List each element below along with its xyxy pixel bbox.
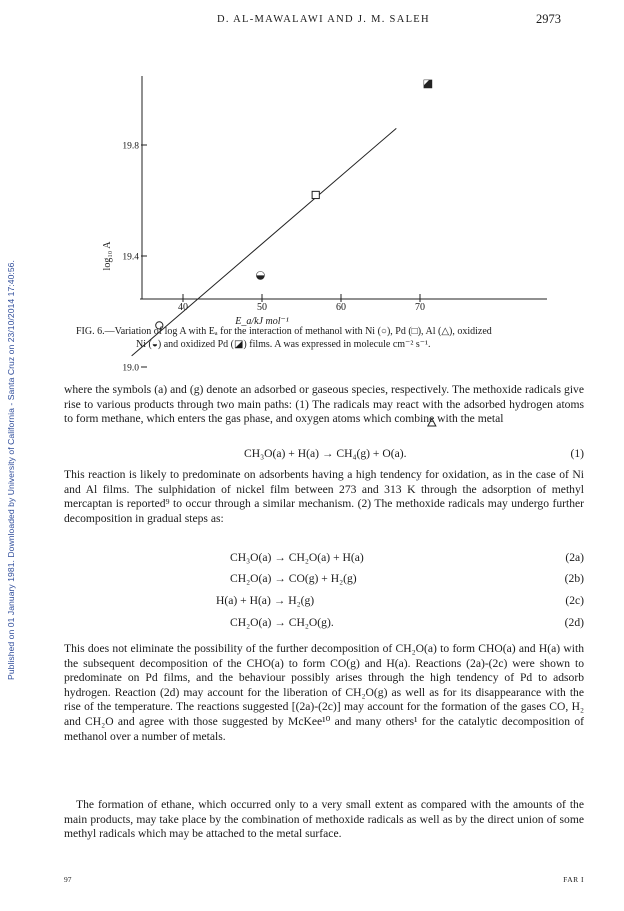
- x-axis-label: E_a/kJ mol⁻¹: [235, 316, 289, 327]
- equation-1-number: (1): [570, 447, 584, 460]
- equation-2a-text: CH₃O(a) → CH₂O(a) + H(a): [230, 551, 364, 564]
- y-axis-label: log₁₀ A: [102, 241, 113, 271]
- x-tick-label: 50: [257, 302, 267, 313]
- page-header: [0, 0, 624, 40]
- paragraph-4-text: The formation of ethane, which occurred only to a very small extent as compared with the amounts of the main products, may take place by the combination of methoxide radicals as well as by the direct union of some methyl radicals which may be attached to the metal surface.: [64, 798, 584, 841]
- equation-2c: [64, 594, 584, 609]
- equation-2d: [64, 616, 584, 631]
- equation-2b-text: CH₂O(a) → CO(g) + H₂(g): [230, 572, 357, 585]
- figure-caption: [76, 325, 596, 351]
- equation-2a-number: (2a): [565, 551, 584, 564]
- paragraph-1-text: where the symbols (a) and (g) denote an adsorbed or gaseous species, respectively. The methoxide radicals give rise to various products through two main paths: (1) The radicals may react with the adsorbed hydrogen atoms to form methane, which enters the gas phase, and oxygen atoms which combine with the metal: [64, 383, 584, 426]
- equation-2d-text: CH₂O(a) → CH₂O(g).: [230, 616, 334, 629]
- equation-1: [64, 447, 584, 462]
- caption-line-1: FIG. 6.—Variation of log A with Eₐ for the interaction of methanol with Ni (○), Pd (□), Al (△), oxidized: [76, 326, 492, 337]
- equation-1-text: CH₃O(a) + H(a) → CH₄(g) + O(a).: [244, 447, 407, 460]
- y-tick-label: 19.8: [122, 141, 139, 152]
- footer-journal-mark: FAR I: [563, 875, 584, 884]
- paragraph-3-text: This does not eliminate the possibility of the further decomposition of CH₂O(a) to form CHO(a) and H(a) with the subsequent decomposition of the CHO(a) to form CO(g) and H(a). Reactions (2a)-(2c) were shown to predominate on Pd films, and the behaviour possibly arises through the high tendency of Pd to adsorb hydrogen. Reaction (2d) may account for the liberation of CH₂O(g) as well as for its disappearance with the rise of the temperature. The reactions suggested [(2a)-(2c)] may account for the formation of the gases CO, H₂ and CH₂O and agree with those suggested by McKee¹⁰ and many others¹ for the catalytic decomposition of methanol over a number of metals.: [64, 642, 584, 743]
- page-number: 2973: [536, 12, 561, 26]
- x-tick-label: 60: [336, 302, 346, 313]
- equation-2a: [64, 551, 584, 566]
- running-head-authors: D. AL-MAWALAWI AND J. M. SALEH: [217, 14, 430, 25]
- equation-2c-number: (2c): [565, 594, 584, 607]
- equation-2b: [64, 572, 584, 587]
- equation-2b-number: (2b): [564, 572, 584, 585]
- page-footer: [64, 875, 584, 889]
- paragraph-2-text: This reaction is likely to predominate on adsorbents having a high tendency for oxidation, as in the case of Ni and Al films. The sulphidation of nickel film between 273 and 313 K through the adsorption of methyl mercaptan is reported⁹ to occur through a similar mechanism. (2) The methoxide radicals may undergo further decomposition in gradual steps as:: [64, 468, 584, 525]
- publication-notice-text[interactable]: Published on 01 January 1981. Downloaded by University of California - Santa Cruz on 23/10/2014 17:40:56.: [6, 260, 16, 680]
- caption-line-2: Ni (◒) and oxidized Pd (◪) films. A was expressed in molecule cm⁻² s⁻¹.: [136, 339, 431, 350]
- y-tick-label: 19.4: [122, 252, 139, 263]
- y-tick-label: 19.0: [122, 363, 139, 374]
- sidebar-publication-notice: [0, 0, 22, 911]
- paragraph-3: [64, 642, 584, 744]
- paragraph-2: [64, 468, 584, 526]
- pd-data-point: [312, 191, 319, 198]
- x-tick-label: 70: [415, 302, 425, 313]
- equation-2d-number: (2d): [564, 616, 584, 629]
- paragraph-1: [64, 383, 584, 427]
- equation-2c-text: H(a) + H(a) → H₂(g): [216, 594, 315, 607]
- paragraph-4: [64, 798, 584, 842]
- x-tick-label: 40: [178, 302, 188, 313]
- footer-signature-mark: 97: [64, 875, 72, 884]
